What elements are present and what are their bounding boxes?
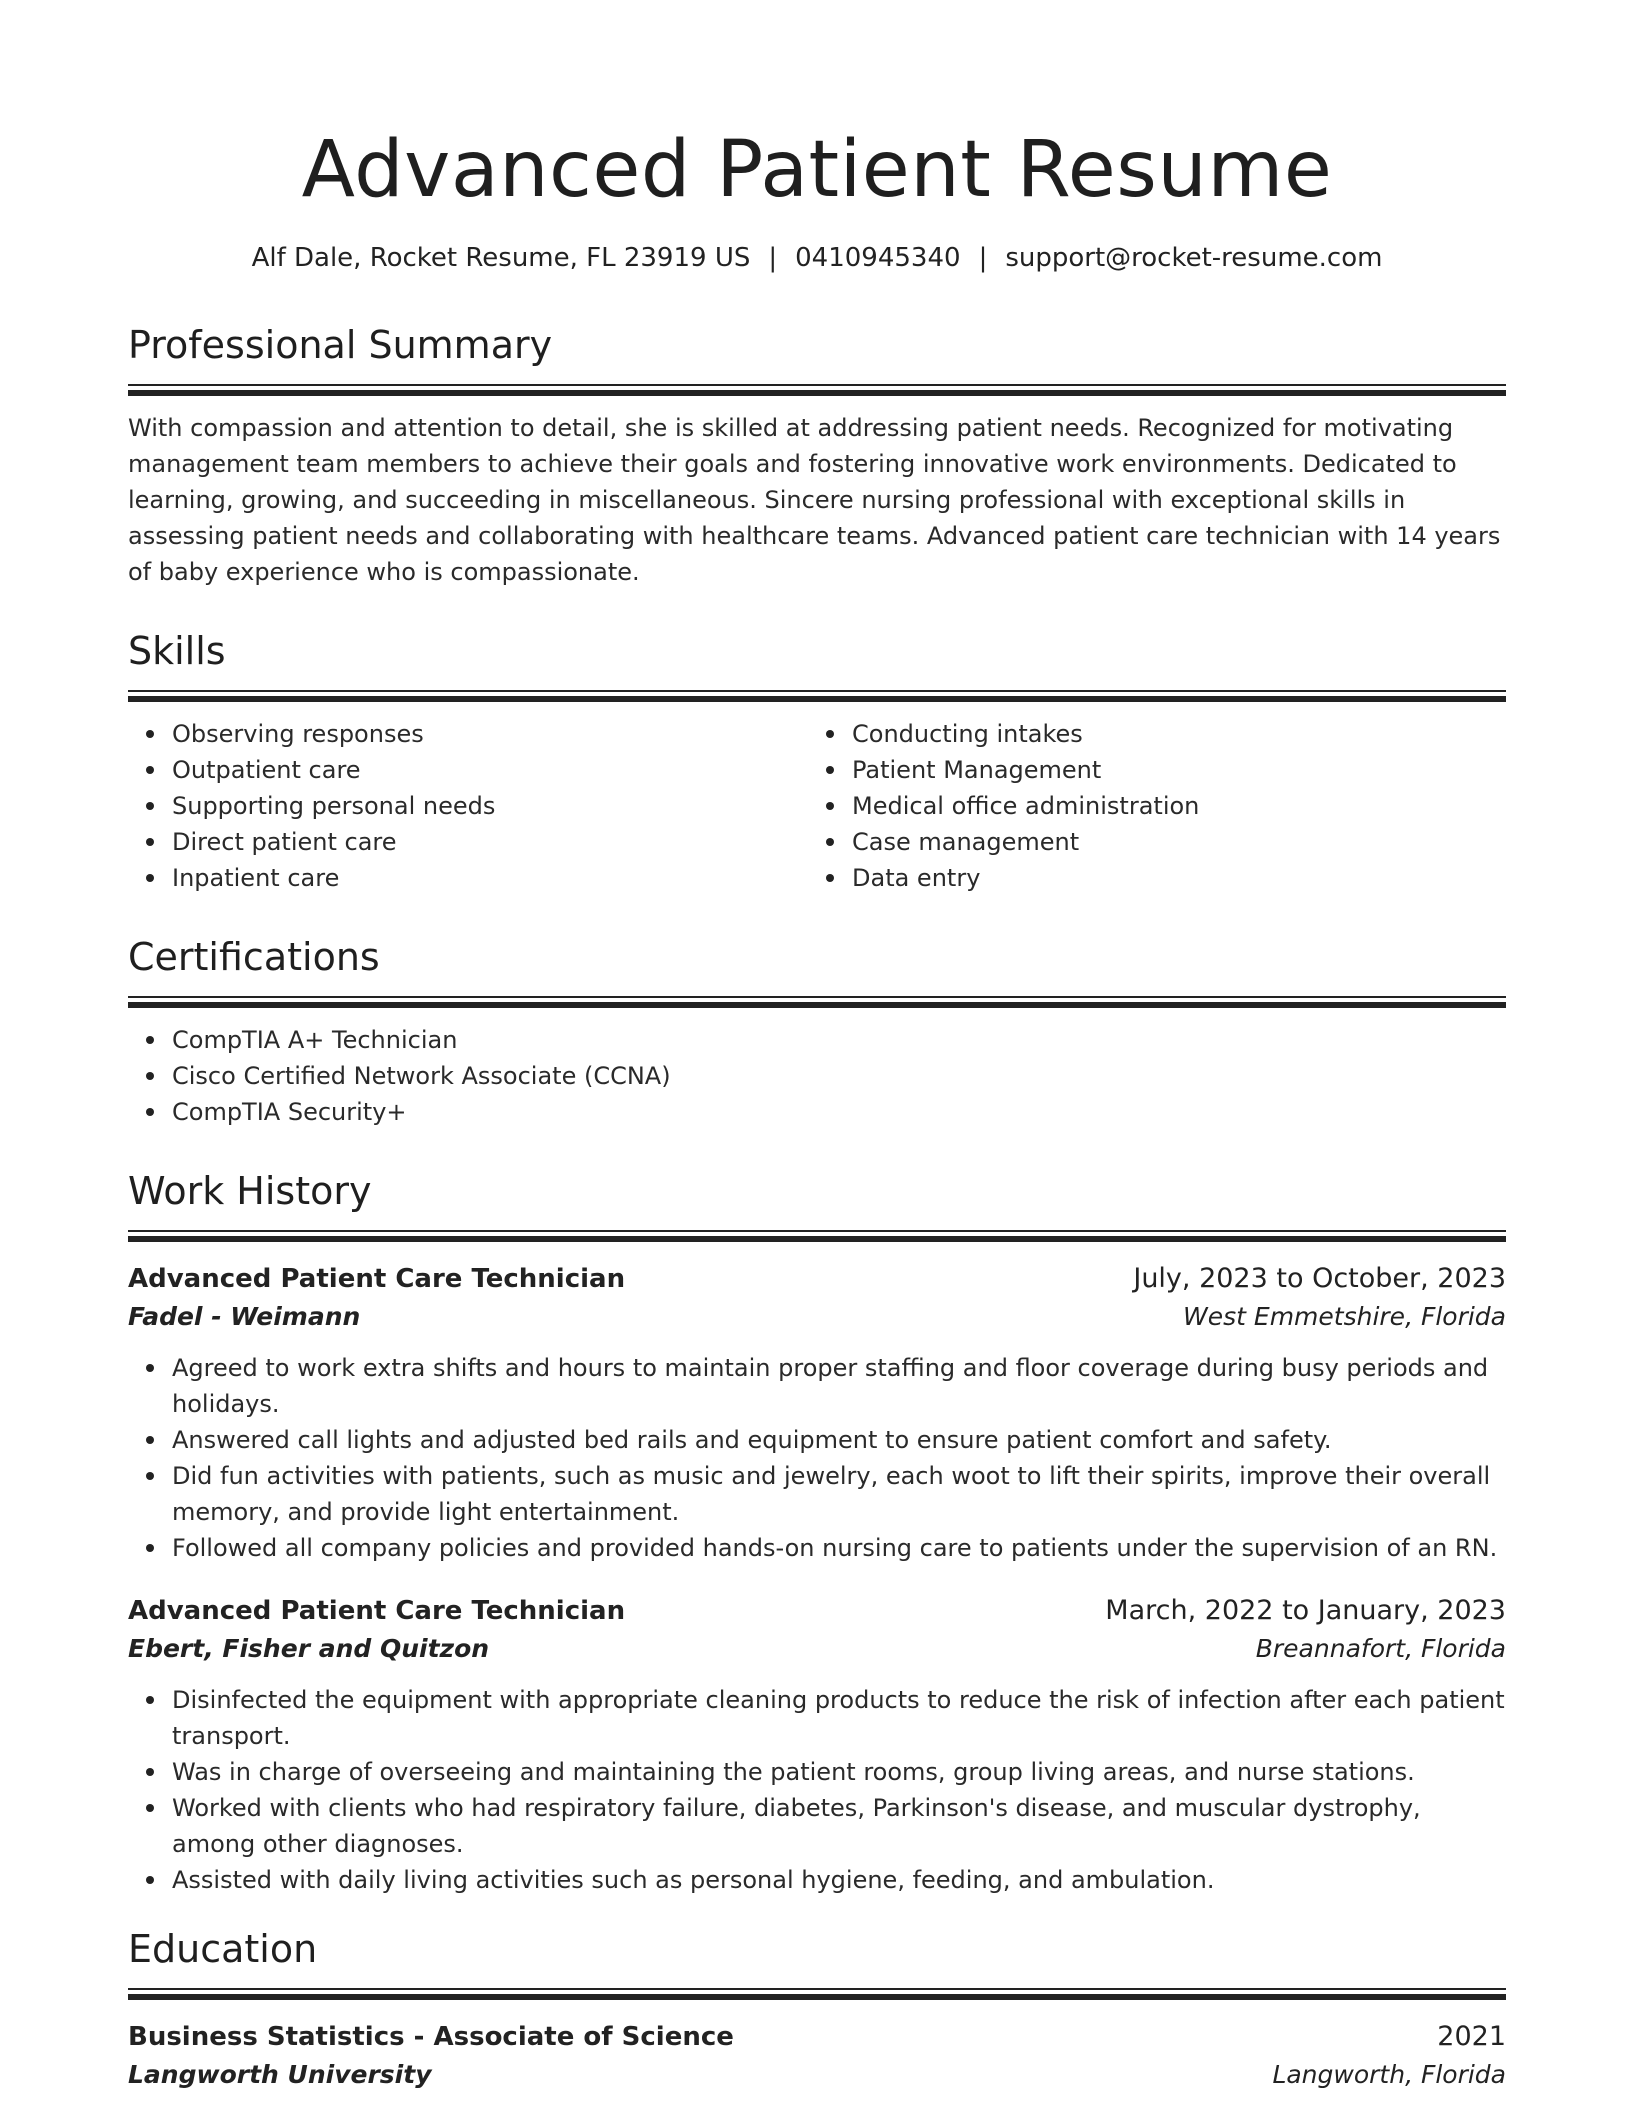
job-bullet: Answered call lights and adjusted bed rails and equipment to ensure patient comfort and safety. <box>172 1422 1506 1458</box>
resume-page <box>128 0 1506 2094</box>
contact-address: Alf Dale, Rocket Resume, FL 23919 US <box>251 243 751 273</box>
job-bullets <box>128 1350 1506 1566</box>
education-section <box>128 1926 1506 2094</box>
work-history-section <box>128 1168 1506 1898</box>
education-year: 2021 <box>1437 2021 1506 2052</box>
job-entry <box>128 1592 1506 1898</box>
job-bullet: Did fun activities with patients, such as music and jewelry, each woot to lift their spirits, improve their overall memory, and provide light entertainment. <box>172 1458 1506 1530</box>
job-bullet: Disinfected the equipment with appropriate cleaning products to reduce the risk of infection after each patient transport. <box>172 1682 1506 1754</box>
resume-title: Advanced Patient Resume <box>301 125 1333 215</box>
job-company: Ebert, Fisher and Quitzon <box>128 1634 490 1663</box>
summary-section <box>128 322 1506 590</box>
skill-item: Supporting personal needs <box>172 788 808 824</box>
certifications-heading: Certifications <box>128 935 380 979</box>
education-location: Langworth, Florida <box>1272 2060 1506 2089</box>
contact-separator: | <box>768 243 778 273</box>
skills-heading: Skills <box>128 629 226 673</box>
job-bullet: Worked with clients who had respiratory failure, diabetes, Parkinson's disease, and muscular dystrophy, among other diagnoses. <box>172 1790 1506 1862</box>
work-history-heading: Work History <box>128 1169 372 1213</box>
skills-grid <box>128 716 1506 896</box>
skill-item: Data entry <box>852 860 1488 896</box>
section-divider <box>128 996 1506 1008</box>
skill-item: Conducting intakes <box>852 716 1488 752</box>
contact-separator: | <box>978 243 988 273</box>
skills-list-right <box>808 716 1488 896</box>
education-school: Langworth University <box>128 2060 432 2089</box>
job-subheader-row <box>128 1298 1506 1336</box>
skills-section <box>128 628 1506 896</box>
section-divider <box>128 1230 1506 1242</box>
skills-list-left <box>128 716 808 896</box>
certification-item: CompTIA A+ Technician <box>172 1022 1506 1058</box>
education-degree: Business Statistics - Associate of Science <box>128 2022 734 2052</box>
job-location: Breannafort, Florida <box>1255 1634 1506 1663</box>
job-location: West Emmetshire, Florida <box>1183 1302 1506 1331</box>
job-bullets <box>128 1682 1506 1898</box>
job-title: Advanced Patient Care Technician <box>128 1264 626 1294</box>
certifications-section <box>128 934 1506 1130</box>
skills-column-right <box>808 716 1488 896</box>
skill-item: Inpatient care <box>172 860 808 896</box>
skill-item: Medical office administration <box>852 788 1488 824</box>
certifications-list <box>128 1022 1506 1130</box>
education-entry <box>128 2018 1506 2094</box>
section-divider <box>128 384 1506 396</box>
contact-line <box>128 242 1506 274</box>
education-heading: Education <box>128 1927 318 1971</box>
contact-email: support@rocket-resume.com <box>1005 243 1383 273</box>
job-company: Fadel - Weimann <box>128 1302 361 1331</box>
skill-item: Observing responses <box>172 716 808 752</box>
job-bullet: Followed all company policies and provided hands-on nursing care to patients under the supervision of an RN. <box>172 1530 1506 1566</box>
job-subheader-row <box>128 1630 1506 1668</box>
section-divider <box>128 1988 1506 2000</box>
job-bullet: Was in charge of overseeing and maintaining the patient rooms, group living areas, and nurse stations. <box>172 1754 1506 1790</box>
skill-item: Outpatient care <box>172 752 808 788</box>
job-entry <box>128 1260 1506 1566</box>
summary-text: With compassion and attention to detail, she is skilled at addressing patient needs. Recognized for motivating management team members to achieve their goals and fostering innovative work environments. Dedicated to learning, growing, and succeeding in miscellaneous. Sincere nursing professional with exceptional skills in assessing patient needs and collaborating with healthcare teams. Advanced patient care technician with 14 years of baby experience who is compassionate. <box>128 414 1501 586</box>
skill-item: Patient Management <box>852 752 1488 788</box>
education-subheader-row <box>128 2056 1506 2094</box>
job-dates: July, 2023 to October, 2023 <box>1133 1263 1506 1294</box>
contact-phone: 0410945340 <box>795 243 961 273</box>
job-title: Advanced Patient Care Technician <box>128 1596 626 1626</box>
summary-heading: Professional Summary <box>128 323 553 367</box>
education-header-row <box>128 2018 1506 2056</box>
certification-item: CompTIA Security+ <box>172 1094 1506 1130</box>
job-header-row <box>128 1592 1506 1630</box>
skill-item: Direct patient care <box>172 824 808 860</box>
skills-column-left <box>128 716 808 896</box>
section-divider <box>128 690 1506 702</box>
skill-item: Case management <box>852 824 1488 860</box>
job-bullet: Agreed to work extra shifts and hours to maintain proper staffing and floor coverage during busy periods and holidays. <box>172 1350 1506 1422</box>
job-dates: March, 2022 to January, 2023 <box>1105 1595 1506 1626</box>
job-header-row <box>128 1260 1506 1298</box>
job-bullet: Assisted with daily living activities such as personal hygiene, feeding, and ambulation. <box>172 1862 1506 1898</box>
certification-item: Cisco Certified Network Associate (CCNA) <box>172 1058 1506 1094</box>
